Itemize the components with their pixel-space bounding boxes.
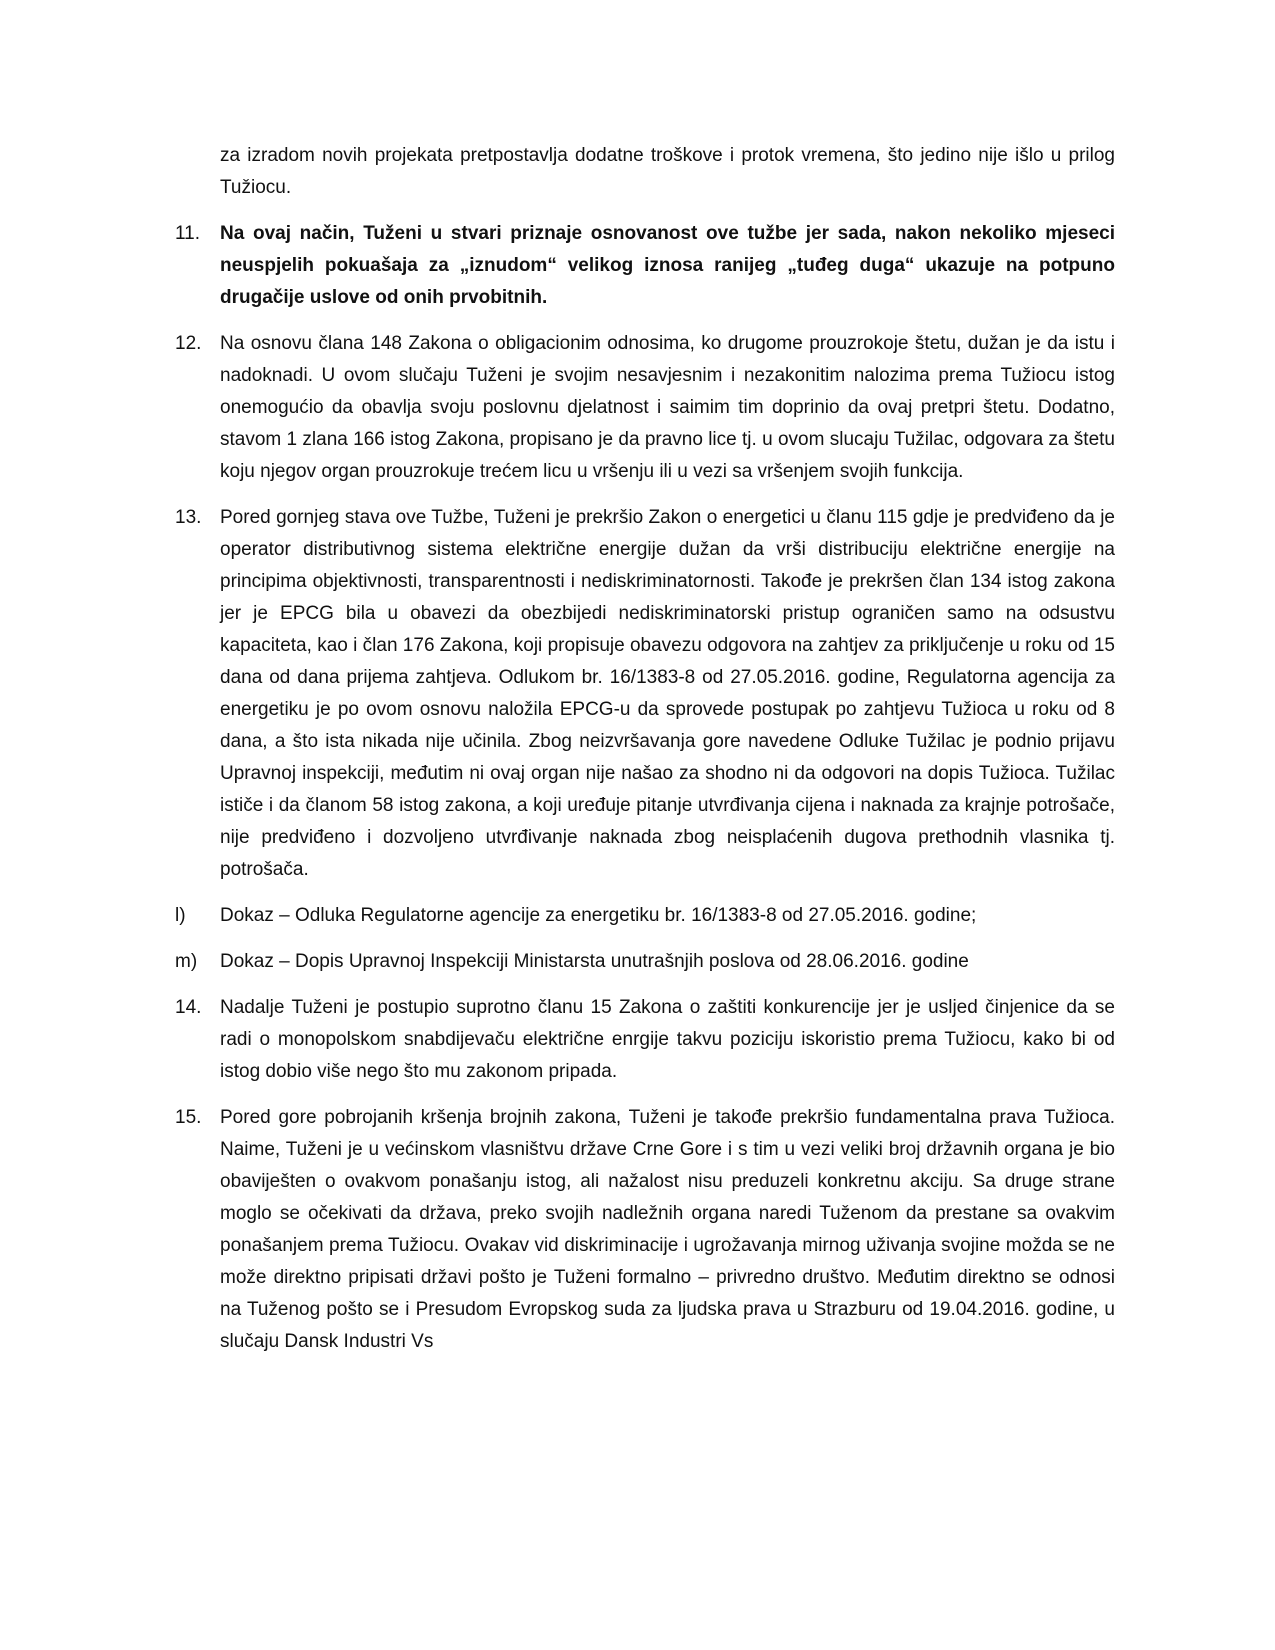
continuation-paragraph: za izradom novih projekata pretpostavlja dodatne troškove i protok vremena, što jedino nije išlo u prilog Tužiocu. bbox=[220, 145, 1115, 198]
evidence-m bbox=[175, 946, 1115, 978]
paragraph-14 bbox=[175, 992, 1115, 1088]
paragraph-number: 13. bbox=[175, 507, 202, 528]
paragraph-text: Nadalje Tuženi je postupio suprotno članu 15 Zakona o zaštiti konkurencije jer je usljed činjenice da se radi o monopolskom snabdijevaču električne enrgije takvu poziciju iskoristio prema Tužiocu, kako bi od istog dobio više nego što mu zakonom pripada. bbox=[220, 997, 1115, 1082]
paragraph-text: Pored gornjeg stava ove Tužbe, Tuženi je prekršio Zakon o energetici u članu 115 gdje je predviđeno da je operator distributivnog sistema električne energije dužan da vrši distribuciju električne energije na principima objektivnosti, transparentnosti i nediskriminatornosti. Takođe je prekršen član 134 istog zakona jer je EPCG bila u obavezi da obezbijedi nediskriminatorski pristup ograničen samo na odsustvu kapaciteta, kao i član 176 Zakona, koji propisuje obavezu odgovora na zahtjev za priključenje u roku od 15 dana od dana prijema zahtjeva. Odlukom br. 16/1383-8 od 27.05.2016. godine, Regulatorna agencija za energetiku je po ovom osnovu naložila EPCG-u da sprovede postupak po zahtjevu Tužioca u roku od 8 dana, a što ista nikada nije učinila. Zbog neizvršavanja gore navedene Odluke Tužilac je podnio prijavu Upravnoj inspekciji, međutim ni ovaj organ nije našao za shodno ni da odgovori na dopis Tužioca. Tužilac ističe i da članom 58 istog zakona, a koji uređuje pitanje utvrđivanja cijena i naknada za krajnje potrošače, nije predviđeno i dozvoljeno utvrđivanje naknada zbog neisplaćenih dugova prethodnih vlasnika tj. potrošača. bbox=[220, 507, 1115, 880]
paragraph-number: 15. bbox=[175, 1107, 202, 1128]
document-body bbox=[175, 140, 1115, 1372]
paragraph-text: Na ovaj način, Tuženi u stvari priznaje osnovanost ove tužbe jer sada, nakon nekoliko mjeseci neuspjelih pokuašaja za „iznudom“ velikog iznosa ranijeg „tuđeg duga“ ukazuje na potpuno drugačije uslove od onih prvobitnih. bbox=[220, 223, 1115, 308]
paragraph-text: Pored gore pobrojanih kršenja brojnih zakona, Tuženi je takođe prekršio fundamentalna prava Tužioca. Naime, Tuženi je u većinskom vlasništvu države Crne Gore i s tim u vezi veliki broj državnih organa je bio obaviješten o ovakvom ponašanju istog, ali nažalost nisu preduzeli konkretnu akciju. Sa druge strane moglo se očekivati da država, preko svojih nadležnih organa naredi Tuženom da prestane sa ovakvim ponašanjem prema Tužiocu. Ovakav vid diskriminacije i ugrožavanja mirnog uživanja svojine možda se ne može direktno pripisati državi pošto je Tuženi formalno – privredno društvo. Međutim direktno se odnosi na Tuženog pošto se i Presudom Evropskog suda za ljudska prava u Strazburu od 19.04.2016. godine, u slučaju Dansk Industri Vs bbox=[220, 1107, 1115, 1352]
paragraph-11 bbox=[175, 218, 1115, 314]
evidence-text: Dokaz – Odluka Regulatorne agencije za energetiku br. 16/1383-8 od 27.05.2016. godine; bbox=[220, 905, 977, 926]
evidence-l bbox=[175, 900, 1115, 932]
paragraph-number: 11. bbox=[175, 223, 201, 244]
evidence-label: m) bbox=[175, 951, 198, 972]
paragraph-15 bbox=[175, 1102, 1115, 1358]
paragraph-text: Na osnovu člana 148 Zakona o obligacionim odnosima, ko drugome prouzrokoje štetu, dužan je da istu i nadoknadi. U ovom slučaju Tuženi je svojim nesavjesnim i nezakonitim nalozima prema Tužiocu istog onemogućio da obavlja svoju poslovnu djelatnost i saimim tim doprinio da ovaj pretpri štetu. Dodatno, stavom 1 zlana 166 istog Zakona, propisano je da pravno lice tj. u ovom slucaju Tužilac, odgovara za štetu koju njegov organ prouzrokuje trećem licu u vršenju ili u vezi sa vršenjem svojih funkcija. bbox=[220, 333, 1115, 482]
paragraph-number: 14. bbox=[175, 997, 202, 1018]
evidence-text: Dokaz – Dopis Upravnoj Inspekciji Ministarsta unutrašnjih poslova od 28.06.2016. godine bbox=[220, 951, 969, 972]
paragraph-13 bbox=[175, 502, 1115, 886]
evidence-label: l) bbox=[175, 905, 186, 926]
paragraph-number: 12. bbox=[175, 333, 202, 354]
paragraph-12 bbox=[175, 328, 1115, 488]
